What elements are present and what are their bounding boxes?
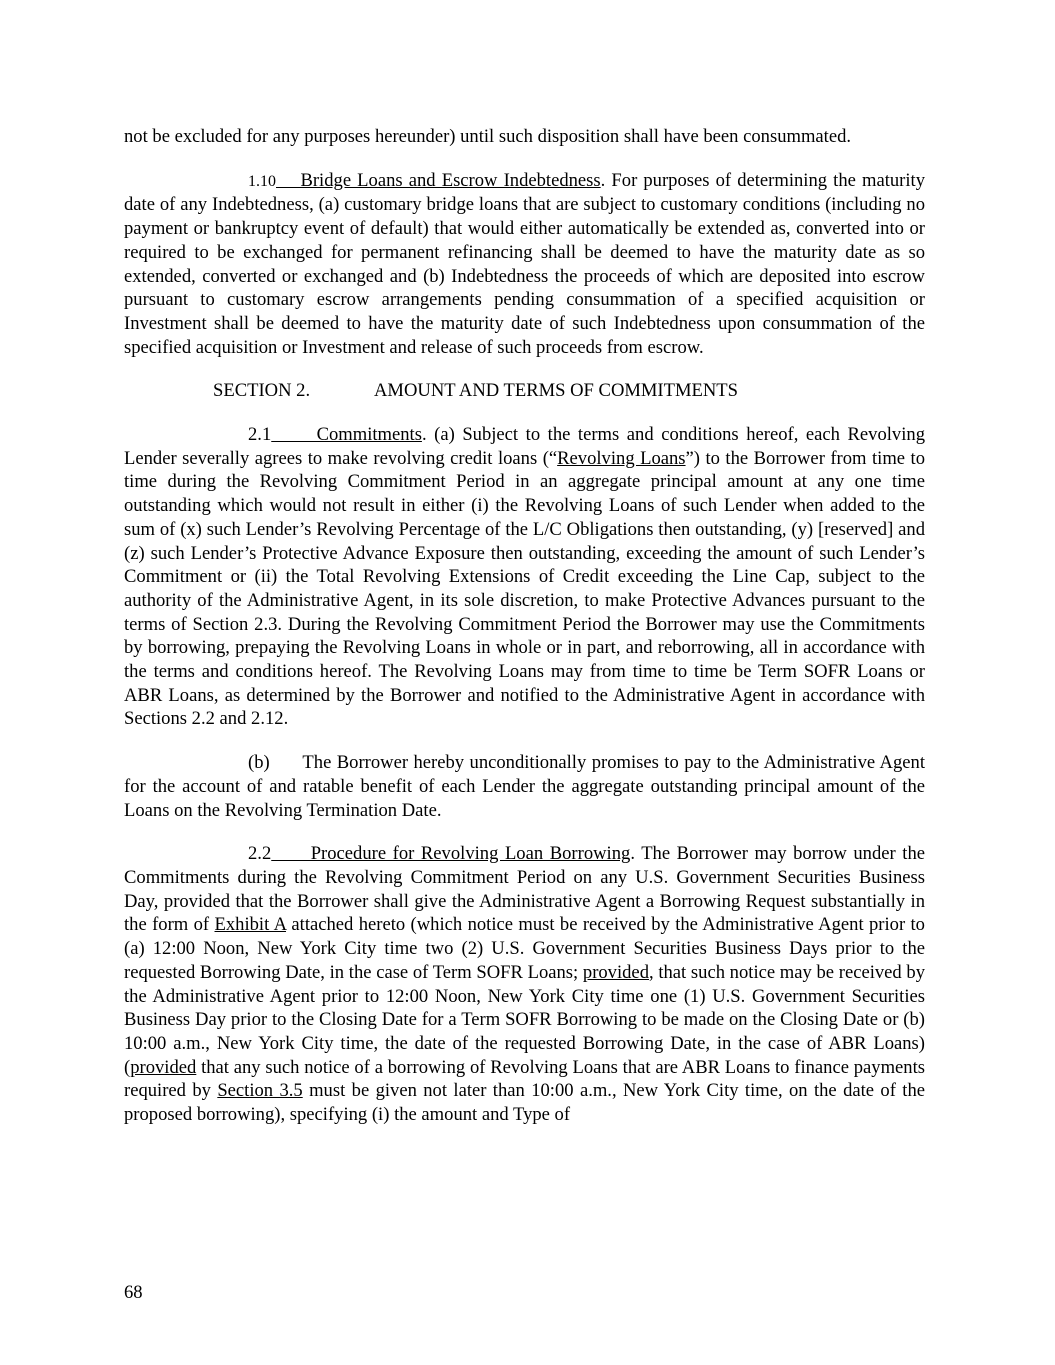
paragraph-text: attached hereto (which notice must be received by the Administrative Agent prior to (a) 12:00 Noon, New York City time two (2) U.S. Government Securities Business Days prior to the requested Borrowing Date, in the case of Term SOFR Loans; — [124, 914, 925, 983]
defined-term: provided — [582, 961, 649, 983]
defined-term: Bridge Loans and Escrow Indebtedness — [276, 169, 601, 191]
paragraph-text: . For purposes of determining the maturity date of any Indebtedness, (a) customary bridge loans that are subject to customary conditions (including no payment or bankruptcy event of default) that would either automatically be extended as, converted into or required to be exchanged for permanent refinancing shall be deemed to have the maturity date as so extended, converted or exchanged and (b) Indebtedness the proceeds of which are deposited into escrow pursuant to customary escrow arrangements pending consummation of a specified acquisition or Investment shall be deemed to have the maturity date of such Indebtedness upon consummation of the specified acquisition or Investment and release of such proceeds from escrow. — [124, 169, 925, 358]
paragraph-text: , that such notice may be received by the Administrative Agent prior to 12:00 Noon, New York City time one (1) U.S. Government Securities Business Day prior to the Closing Date for a Term SOFR Borrowing to be made on the Closing Date or (b) 10:00 a.m., New York City time, the date of the requested Borrowing Date, in the case of ABR Loans) ( — [124, 961, 926, 1078]
defined-term: provided — [130, 1056, 197, 1078]
paragraph-text: . (a) Subject to the terms and conditions hereof, each Revolving Lender severally agrees to make revolving credit loans (“ — [124, 424, 925, 469]
paragraph-1-9-continuation — [124, 125, 925, 149]
page-number: 68 — [124, 1282, 143, 1303]
paragraph-text: (b) The Borrower hereby unconditionally promises to pay to the Administrative Agent for the account of and ratable benefit of each Lender the aggregate outstanding principal amount of the Loans on the Revolving Termination Date. — [124, 752, 925, 821]
defined-term: Section 3.5 — [217, 1080, 303, 1102]
paragraph-2-2 — [124, 842, 925, 1126]
paragraph-2-1-a — [124, 423, 925, 731]
paragraph-text: not be excluded for any purposes hereunder) until such disposition shall have been consummated. — [124, 126, 852, 147]
paragraph-text: must be given not later than 10:00 a.m., New York City time, on the date of the proposed borrowing), specifying (i) the amount and Type of — [124, 1080, 926, 1126]
defined-term: Commitments — [271, 424, 422, 446]
paragraph-text: that any such notice of a borrowing of Revolving Loans that are ABR Loans to finance payments required by — [124, 1056, 925, 1102]
paragraph-1-10 — [124, 169, 925, 360]
paragraph-text: 2.2 — [248, 843, 272, 865]
paragraph-text: 2.1 — [248, 424, 272, 446]
paragraph-2-1-b — [124, 751, 925, 822]
page-body — [124, 125, 925, 1127]
section-number: SECTION 2. — [213, 380, 311, 402]
defined-term: Procedure for Revolving Loan Borrowing — [271, 843, 631, 865]
defined-term: Revolving Loans — [557, 447, 686, 469]
section-heading — [124, 379, 925, 403]
section-title: AMOUNT AND TERMS OF COMMITMENTS — [374, 380, 739, 402]
paragraph-text: . The Borrower may borrow under the Commitments during the Revolving Commitment Period on any U.S. Government Securities Business Day, provided that the Borrower shall give the Administrative Agent a Borrowing Request substantially in the form of — [124, 843, 926, 936]
paragraph-text: ”) to the Borrower from time to time during the Revolving Commitment Period in an aggregate principal amount at any one time outstanding which would not result in either (i) the Revolving Loans of such Lender when added to the sum of (x) such Lender’s Revolving Percentage of the L/C Obligations then outstanding, (y) [reserved] and (z) such Lender’s Protective Advance Exposure then outstanding, exceeding the amount of such Lender’s Commitment or (ii) the Total Revolving Extensions of Credit exceeding the Line Cap, subject to the authority of the Administrative Agent, in its sole discretion, to make Protective Advances pursuant to the terms of Section 2.3. During the Revolving Commitment Period the Borrower may use the Commitments by borrowing, prepaying the Revolving Loans in whole or in part, and reborrowing, all in accordance with the terms and conditions hereof. The Revolving Loans may from time to time be Term SOFR Loans or ABR Loans, as determined by the Borrower and notified to the Administrative Agent in accordance with Sections 2.2 and 2.12. — [124, 447, 925, 730]
defined-term: Exhibit A — [214, 914, 287, 936]
paragraph-text: 1.10 — [248, 172, 276, 190]
